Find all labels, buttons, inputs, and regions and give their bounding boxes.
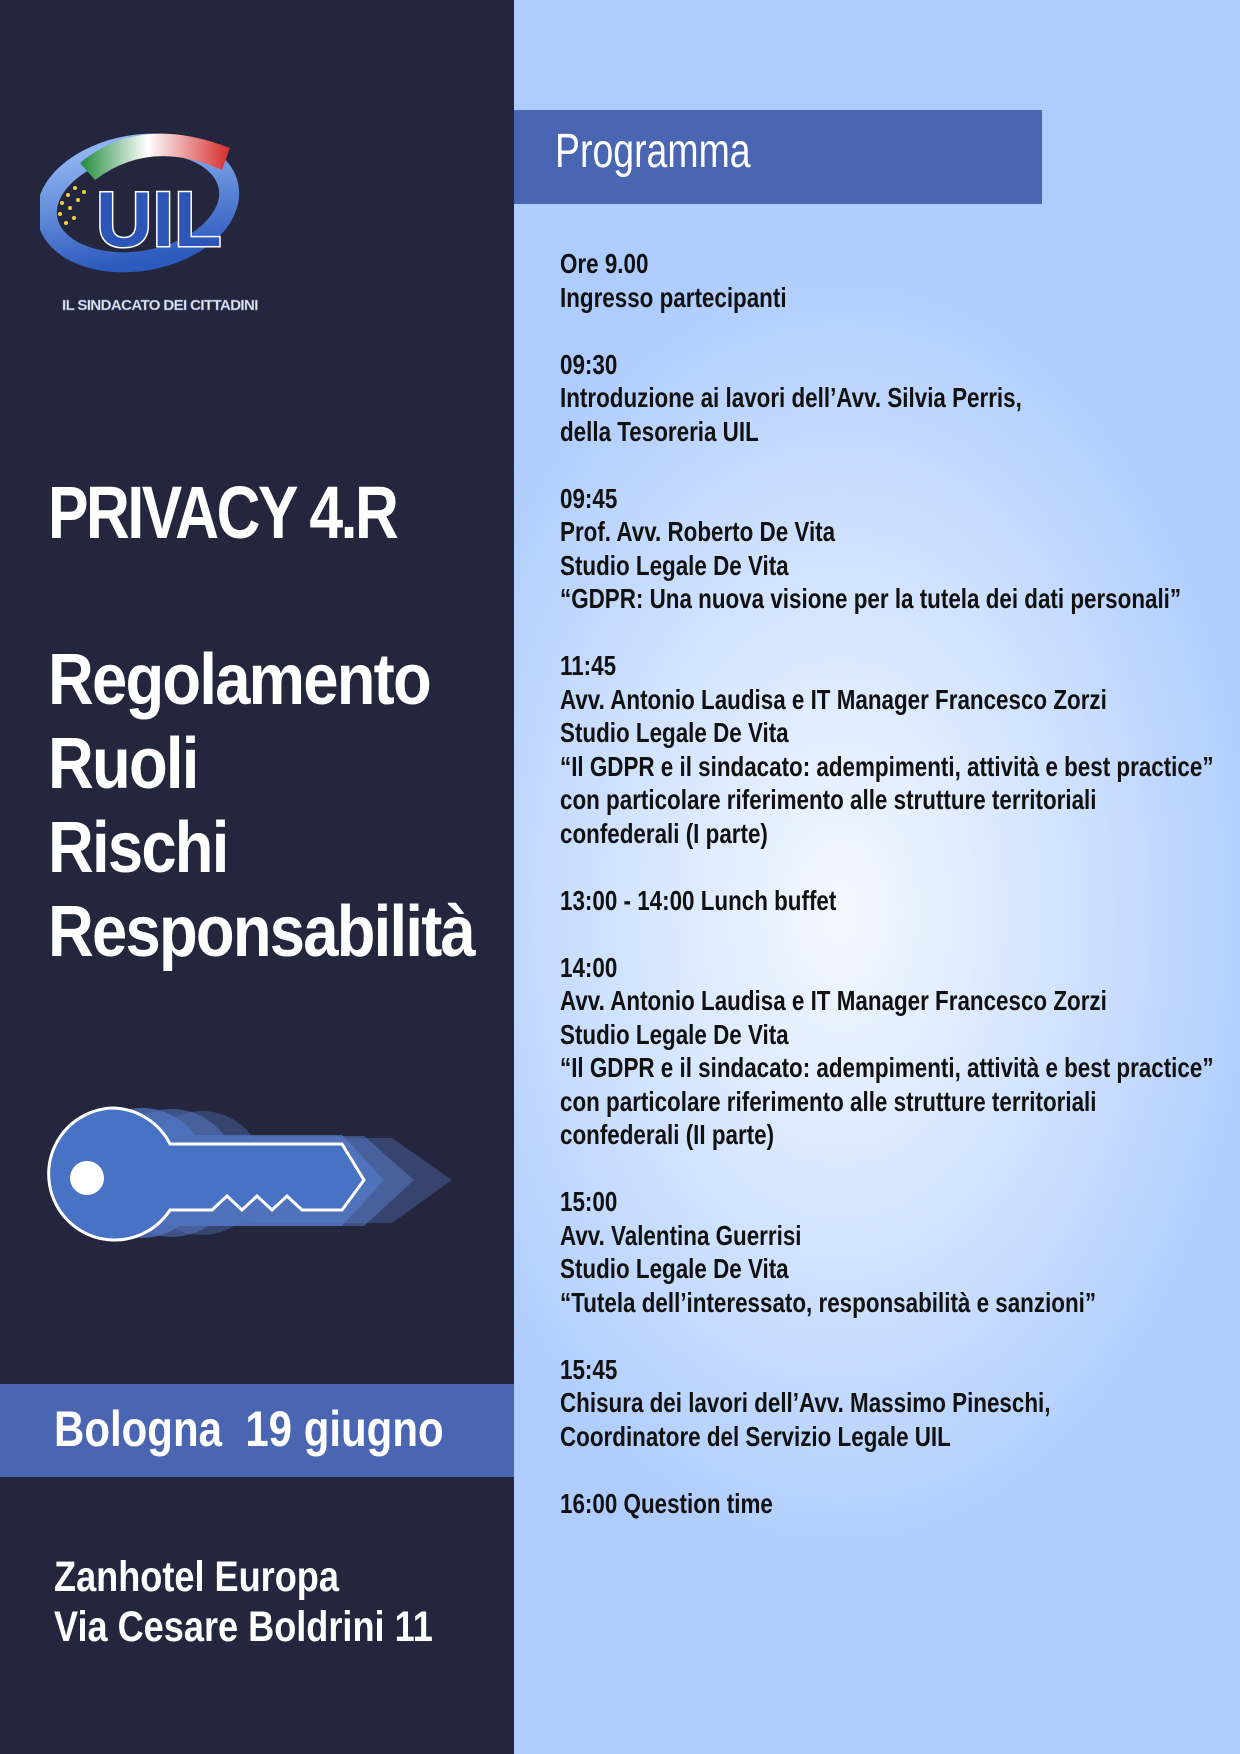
schedule-line: con particolare riferimento alle strutture territoriali: [560, 1085, 1097, 1117]
schedule-time: 09:45: [560, 482, 618, 514]
schedule-item: [560, 884, 1230, 918]
schedule-time: 15:45: [560, 1353, 618, 1385]
schedule-item: [560, 482, 1230, 616]
schedule-item: [560, 348, 1230, 449]
schedule-line: Chisura dei lavori dell’Avv. Massimo Pineschi,: [560, 1387, 1051, 1418]
venue: [54, 1552, 505, 1652]
topics-list: [48, 638, 532, 974]
schedule-item: [560, 1353, 1230, 1454]
schedule-line: Avv. Valentina Guerrisi: [560, 1219, 802, 1251]
schedule-line: “Tutela dell’interessato, responsabilità e sanzioni”: [560, 1286, 1097, 1318]
schedule-time: 16:00 Question time: [560, 1487, 773, 1519]
schedule-item: [560, 951, 1230, 1152]
schedule-item: [560, 1185, 1230, 1319]
schedule-line: Introduzione ai lavori dell’Avv. Silvia Perris,: [560, 382, 1022, 413]
schedule-line: “GDPR: Una nuova visione per la tutela dei dati personali”: [560, 583, 1182, 614]
topic-responsabilita: Responsabilità: [48, 892, 475, 972]
schedule-item: [560, 649, 1230, 850]
schedule-time: Ore 9.00: [560, 248, 649, 279]
schedule-line: Studio Legale De Vita: [560, 549, 789, 581]
schedule-line: Studio Legale De Vita: [560, 1018, 789, 1050]
logo-caption: IL SINDACATO DEI CITTADINI: [62, 297, 258, 314]
topic-regolamento: Regolamento: [48, 640, 430, 720]
schedule-line: “Il GDPR e il sindacato: adempimenti, attività e best practice”: [560, 1052, 1214, 1083]
schedule-time: 09:30: [560, 348, 618, 380]
schedule-time: 11:45: [560, 650, 617, 681]
schedule-line: Coordinatore del Servizio Legale UIL: [560, 1420, 951, 1452]
schedule-line: Prof. Avv. Roberto De Vita: [560, 516, 836, 547]
uil-logo: [40, 108, 250, 288]
schedule-line: Studio Legale De Vita: [560, 1253, 789, 1284]
schedule-line: Studio Legale De Vita: [560, 717, 789, 748]
schedule-line: “Il GDPR e il sindacato: adempimenti, attività e best practice”: [560, 750, 1214, 782]
schedule-line: confederali (I parte): [560, 817, 768, 849]
schedule-time: 13:00 - 14:00 Lunch buffet: [560, 884, 837, 916]
program-heading: Programma: [555, 125, 751, 178]
topic-rischi: Rischi: [48, 808, 228, 888]
schedule-item: [560, 1487, 1230, 1521]
schedule-line: Avv. Antonio Laudisa e IT Manager Francesco Zorzi: [560, 985, 1107, 1016]
program-schedule: [560, 247, 1230, 1554]
schedule-line: Ingresso partecipanti: [560, 281, 787, 313]
schedule-line: della Tesoreria UIL: [560, 415, 759, 447]
uil-logo-icon: [40, 108, 250, 288]
event-title: PRIVACY 4.R: [48, 471, 397, 554]
venue-name: Zanhotel Europa: [54, 1553, 339, 1601]
schedule-item: [560, 247, 1230, 314]
key-icon: [42, 1098, 462, 1248]
uil-mark-text: UIL: [96, 175, 222, 263]
venue-address: Via Cesare Boldrini 11: [54, 1603, 433, 1651]
schedule-line: confederali (II parte): [560, 1119, 775, 1150]
schedule-time: 14:00: [560, 951, 618, 983]
schedule-time: 15:00: [560, 1186, 618, 1217]
city-date: Bologna 19 giugno: [54, 1401, 444, 1457]
schedule-line: con particolare riferimento alle strutture territoriali: [560, 784, 1097, 815]
schedule-line: Avv. Antonio Laudisa e IT Manager Francesco Zorzi: [560, 683, 1107, 715]
topic-ruoli: Ruoli: [48, 724, 198, 804]
key-illustration: [42, 1098, 462, 1248]
